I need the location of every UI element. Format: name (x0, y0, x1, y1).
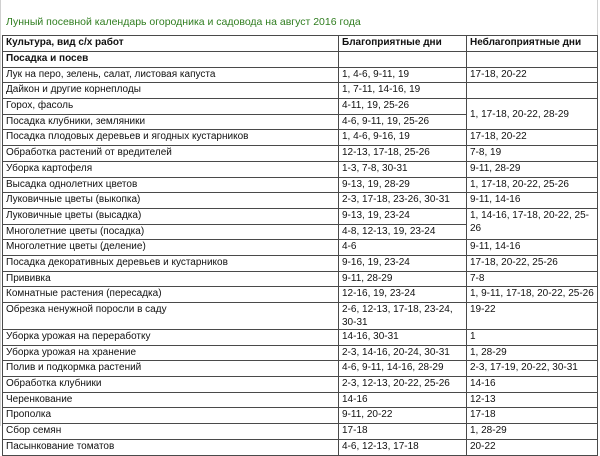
culture-cell: Высадка однолетних цветов (3, 177, 339, 193)
table-row (3, 130, 598, 146)
lunar-calendar-table (2, 35, 598, 456)
culture-cell: Прополка (3, 408, 339, 424)
bad-days-cell: 1 (467, 330, 598, 346)
table-row (3, 240, 598, 256)
good-days-cell: 1, 4-6, 9-11, 19 (339, 67, 467, 83)
bad-days-cell: 1, 17-18, 20-22, 28-29 (467, 99, 598, 130)
culture-cell: Обработка клубники (3, 377, 339, 393)
bad-days-cell: 17-18 (467, 408, 598, 424)
culture-cell: Обрезка ненужной поросли в саду (3, 303, 339, 330)
good-days-cell: 4-6, 9-11, 14-16, 28-29 (339, 361, 467, 377)
table-row (3, 345, 598, 361)
culture-cell: Посадка декоративных деревьев и кустарников (3, 255, 339, 271)
bad-days-cell (467, 83, 598, 99)
good-days-cell: 4-6 (339, 240, 467, 256)
header-culture: Культура, вид с/х работ (3, 36, 339, 52)
good-days-cell: 2-6, 12-13, 17-18, 23-24, 30-31 (339, 303, 467, 330)
table-row (3, 287, 598, 303)
culture-cell: Многолетние цветы (посадка) (3, 224, 339, 240)
bad-days-cell: 14-16 (467, 377, 598, 393)
good-days-cell: 14-16 (339, 392, 467, 408)
table-row (3, 67, 598, 83)
bad-days-cell: 9-11, 28-29 (467, 161, 598, 177)
culture-cell: Полив и подкормка растений (3, 361, 339, 377)
bad-days-cell: 7-8 (467, 271, 598, 287)
good-days-cell: 1, 7-11, 14-16, 19 (339, 83, 467, 99)
culture-cell: Обработка растений от вредителей (3, 146, 339, 162)
bad-days-cell: 2-3, 17-19, 20-22, 30-31 (467, 361, 598, 377)
bad-days-cell: 19-22 (467, 303, 598, 330)
good-days-cell: 9-11, 28-29 (339, 271, 467, 287)
table-row (3, 330, 598, 346)
table-header-row (3, 36, 598, 52)
culture-cell: Прививка (3, 271, 339, 287)
culture-cell: Многолетние цветы (деление) (3, 240, 339, 256)
section-empty-cell (339, 52, 467, 68)
section-row (3, 52, 598, 68)
good-days-cell: 14-16, 30-31 (339, 330, 467, 346)
header-good-days: Благоприятные дни (339, 36, 467, 52)
culture-cell: Уборка урожая на переработку (3, 330, 339, 346)
good-days-cell: 12-16, 19, 23-24 (339, 287, 467, 303)
bad-days-cell: 1, 9-11, 17-18, 20-22, 25-26 (467, 287, 598, 303)
culture-cell: Посадка плодовых деревьев и ягодных кустарников (3, 130, 339, 146)
culture-cell: Уборка картофеля (3, 161, 339, 177)
bad-days-cell: 1, 28-29 (467, 424, 598, 440)
table-row (3, 392, 598, 408)
culture-cell: Черенкование (3, 392, 339, 408)
bad-days-cell: 17-18, 20-22 (467, 67, 598, 83)
table-row (3, 439, 598, 455)
table-row (3, 146, 598, 162)
bad-days-cell: 9-11, 14-16 (467, 240, 598, 256)
good-days-cell: 2-3, 14-16, 20-24, 30-31 (339, 345, 467, 361)
bad-days-cell: 12-13 (467, 392, 598, 408)
good-days-cell: 1-3, 7-8, 30-31 (339, 161, 467, 177)
bad-days-cell: 17-18, 20-22 (467, 130, 598, 146)
good-days-cell: 17-18 (339, 424, 467, 440)
section-empty-cell (467, 52, 598, 68)
culture-cell: Дайкон и другие корнеплоды (3, 83, 339, 99)
culture-cell: Сбор семян (3, 424, 339, 440)
good-days-cell: 2-3, 12-13, 20-22, 25-26 (339, 377, 467, 393)
culture-cell: Луковичные цветы (высадка) (3, 208, 339, 224)
good-days-cell: 4-8, 12-13, 19, 23-24 (339, 224, 467, 240)
culture-cell: Пасынкование томатов (3, 439, 339, 455)
table-row (3, 377, 598, 393)
table-row (3, 303, 598, 330)
bad-days-cell: 1, 28-29 (467, 345, 598, 361)
good-days-cell: 9-13, 19, 23-24 (339, 208, 467, 224)
table-row (3, 177, 598, 193)
good-days-cell: 1, 4-6, 9-16, 19 (339, 130, 467, 146)
culture-cell: Посадка клубники, земляники (3, 114, 339, 130)
good-days-cell: 9-16, 19, 23-24 (339, 255, 467, 271)
good-days-cell: 9-13, 19, 28-29 (339, 177, 467, 193)
table-row (3, 255, 598, 271)
table-row (3, 161, 598, 177)
bad-days-cell: 1, 14-16, 17-18, 20-22, 25-26 (467, 208, 598, 239)
bad-days-cell: 7-8, 19 (467, 146, 598, 162)
table-row (3, 408, 598, 424)
good-days-cell: 12-13, 17-18, 25-26 (339, 146, 467, 162)
table-row (3, 99, 598, 115)
good-days-cell: 2-3, 17-18, 23-26, 30-31 (339, 193, 467, 209)
bad-days-cell: 9-11, 14-16 (467, 193, 598, 209)
culture-cell: Лук на перо, зелень, салат, листовая капуста (3, 67, 339, 83)
table-row (3, 361, 598, 377)
bad-days-cell: 1, 17-18, 20-22, 25-26 (467, 177, 598, 193)
table-row (3, 271, 598, 287)
section-title: Посадка и посев (3, 52, 339, 68)
header-bad-days: Неблагоприятные дни (467, 36, 598, 52)
good-days-cell: 4-6, 9-11, 19, 25-26 (339, 114, 467, 130)
culture-cell: Комнатные растения (пересадка) (3, 287, 339, 303)
table-row (3, 83, 598, 99)
culture-cell: Горох, фасоль (3, 99, 339, 115)
culture-cell: Луковичные цветы (выкопка) (3, 193, 339, 209)
good-days-cell: 4-11, 19, 25-26 (339, 99, 467, 115)
bad-days-cell: 17-18, 20-22, 25-26 (467, 255, 598, 271)
good-days-cell: 9-11, 20-22 (339, 408, 467, 424)
culture-cell: Уборка урожая на хранение (3, 345, 339, 361)
table-row (3, 193, 598, 209)
good-days-cell: 4-6, 12-13, 17-18 (339, 439, 467, 455)
bad-days-cell: 20-22 (467, 439, 598, 455)
table-row (3, 208, 598, 224)
table-caption: Лунный посевной календарь огородника и садовода на август 2016 года (6, 16, 361, 28)
